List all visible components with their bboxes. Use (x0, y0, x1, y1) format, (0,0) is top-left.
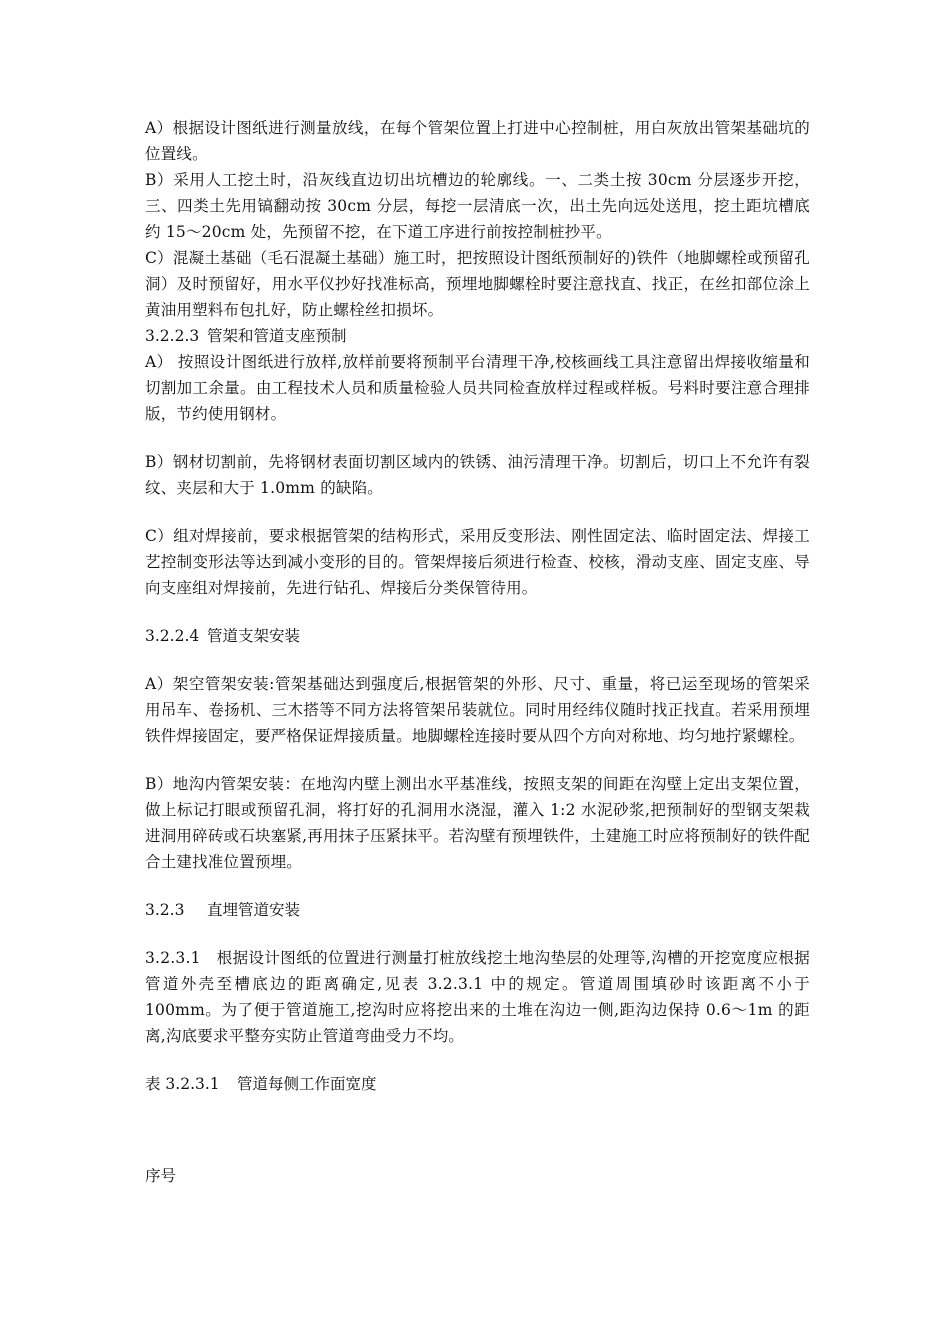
table-header-cell: 序号 (145, 1167, 177, 1185)
paragraph-b2: B）钢材切割前，先将钢材表面切割区域内的铁锈、油污清理干净。切割后，切口上不允许有裂纹、夹层和大于 1.0mm 的缺陷。 (145, 453, 810, 497)
section-number: 3.2.2.4 (145, 627, 200, 645)
section-number: 3.2.3 (145, 901, 185, 919)
section-heading-3223 (145, 323, 810, 349)
document-page (145, 115, 810, 1189)
table-caption-number: 表 3.2.3.1 (145, 1075, 220, 1093)
paragraph-c2: C）组对焊接前，要求根据管架的结构形式，采用反变形法、刚性固定法、临时固定法、焊接工艺控制变形法等达到减小变形的目的。管架焊接后须进行检查、校核，滑动支座、固定支座、导向支座组对焊接前，先进行钻孔、焊接后分类保管待用。 (145, 527, 810, 597)
paragraph-3231: 3.2.3.1 根据设计图纸的位置进行测量打桩放线挖土地沟垫层的处理等,沟槽的开挖宽度应根据管道外壳至槽底边的距离确定,见表 3.2.3.1 中的规定。管道周围填砂时该距离不小于 100mm。为了便于管道施工,挖沟时应将挖出来的土堆在沟边一侧,距沟边保持 0.6～1m 的距离,沟底要求平整夯实防止管道弯曲受力不均。 (145, 949, 810, 1045)
section-heading-3224 (145, 623, 810, 649)
section-number: 3.2.2.3 (145, 327, 200, 345)
paragraph-b1: B）采用人工挖土时，沿灰线直边切出坑槽边的轮廓线。一、二类土按 30cm 分层逐步开挖，三、四类土先用镐翻动按 30cm 分层，每挖一层清底一次，出土先向远处送甩，挖土距坑槽底约 15～20cm 处，先预留不挖，在下道工序进行前按控制桩抄平。 (145, 171, 810, 241)
paragraph-a2: A） 按照设计图纸进行放样,放样前要将预制平台清理干净,校核画线工具注意留出焊接收缩量和切割加工余量。由工程技术人员和质量检验人员共同检查放样过程或样板。号料时要注意合理排版，节约使用钢材。 (145, 353, 810, 423)
paragraph-b3: B）地沟内管架安装：在地沟内壁上测出水平基准线，按照支架的间距在沟壁上定出支架位置，做上标记打眼或预留孔洞，将打好的孔洞用水浇湿，灌入 1:2 水泥砂浆,把预制好的型钢支架栽进洞用碎砖或石块塞紧,再用抹子压紧抹平。若沟壁有预埋铁件，土建施工时应将预制好的铁件配合土建找准位置预埋。 (145, 775, 810, 871)
section-heading-323 (145, 897, 810, 923)
section-title: 管架和管道支座预制 (207, 327, 347, 345)
paragraph-a3: A）架空管架安装:管架基础达到强度后,根据管架的外形、尺寸、重量，将已运至现场的管架采用吊车、卷扬机、三木搭等不同方法将管架吊装就位。同时用经纬仪随时找正找直。若采用预埋铁件焊接固定，要严格保证焊接质量。地脚螺栓连接时要从四个方向对称地、均匀地拧紧螺栓。 (145, 675, 810, 745)
paragraph-a1: A）根据设计图纸进行测量放线，在每个管架位置上打进中心控制桩，用白灰放出管架基础坑的位置线。 (145, 119, 810, 163)
paragraph-c1: C）混凝土基础（毛石混凝土基础）施工时，把按照设计图纸预制好的)铁件（地脚螺栓或预留孔洞）及时预留好，用水平仪抄好找准标高，预埋地脚螺栓时要注意找直、找正，在丝扣部位涂上黄油用塑料布包扎好，防止螺栓丝扣损坏。 (145, 249, 810, 319)
table-caption-title: 管道每侧工作面宽度 (237, 1075, 377, 1093)
section-title: 管道支架安装 (207, 627, 301, 645)
table-caption (145, 1071, 810, 1097)
section-title: 直埋管道安装 (207, 901, 301, 919)
